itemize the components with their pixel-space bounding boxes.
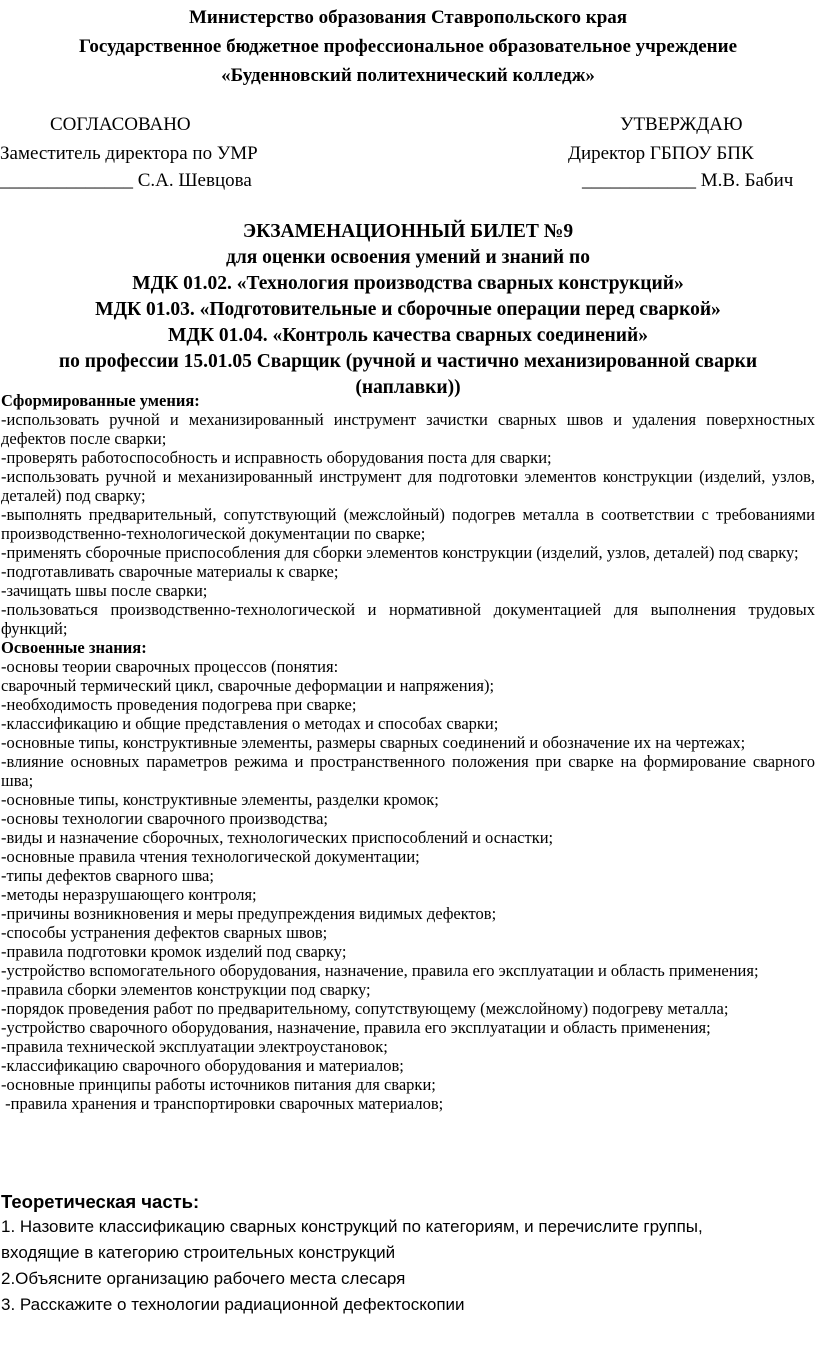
- institution-type-line: Государственное бюджетное профессиональное образовательное учреждение: [78, 36, 738, 57]
- knowledge-item: -виды и назначение сборочных, технологических приспособлений и оснастки;: [1, 828, 554, 847]
- knowledge-item: -правила технической эксплуатации электроустановок;: [1, 1037, 388, 1056]
- knowledge-item: -основные типы, конструктивные элементы, разделки кромок;: [1, 790, 439, 809]
- skill-item: -подготавливать сварочные материалы к сварке;: [1, 562, 339, 581]
- knowledge-item: -основы технологии сварочного производства;: [1, 809, 328, 828]
- ministry-line: Министерство образования Ставропольского края: [188, 7, 628, 28]
- ticket-title-block: [0, 219, 816, 401]
- document-header: [0, 3, 816, 90]
- knowledge-item: -основные правила чтения технологической документации;: [1, 847, 420, 866]
- knowledge-item: -правила сборки элементов конструкции под сварку;: [1, 980, 371, 999]
- skills-heading: Сформированные умения:: [1, 391, 200, 410]
- knowledge-item: -влияние основных параметров режима и пространственного положения при сварке на формирование сварного шва;: [1, 752, 815, 790]
- knowledge-item: -классификацию сварочного оборудования и материалов;: [1, 1056, 404, 1075]
- ticket-title: ЭКЗАМЕНАЦИОННЫЙ БИЛЕТ №9: [242, 221, 574, 242]
- knowledge-item: -основные принципы работы источников питания для сварки;: [1, 1075, 436, 1094]
- knowledge-item: сварочный термический цикл, сварочные деформации и напряжения);: [1, 676, 495, 695]
- agreed-signature: ______________ С.А. Шевцова: [0, 170, 252, 191]
- question-2: 2.Объясните организацию рабочего места слесаря: [1, 1269, 406, 1288]
- approved-signature: ____________ М.В. Бабич: [582, 170, 794, 191]
- question-1-line-1: 1. Назовите классификацию сварных конструкций по категориям, и перечислите группы,: [1, 1217, 703, 1236]
- mdk-line-3: МДК 01.04. «Контроль качества сварных соединений»: [168, 325, 648, 346]
- knowledge-item: -методы неразрушающего контроля;: [1, 885, 257, 904]
- ticket-subtitle: для оценки освоения умений и знаний по: [225, 247, 591, 268]
- skill-item: -зачищать швы после сварки;: [1, 581, 208, 600]
- mdk-line-2: МДК 01.03. «Подготовительные и сборочные операции перед сваркой»: [95, 299, 721, 320]
- skill-item: -применять сборочные приспособления для сборки элементов конструкции (изделий, узлов, деталей) под сварку;: [1, 543, 799, 562]
- profession-line-2: (наплавки)): [355, 377, 461, 398]
- agreed-position: Заместитель директора по УМР: [0, 143, 258, 164]
- knowledge-item: -необходимость проведения подогрева при сварке;: [1, 695, 357, 714]
- theory-heading: Теоретическая часть:: [1, 1191, 200, 1212]
- knowledge-item: -причины возникновения и меры предупреждения видимых дефектов;: [1, 904, 497, 923]
- mdk-line-1: МДК 01.02. «Технология производства сварных конструкций»: [132, 273, 684, 294]
- theory-section: [1, 1190, 815, 1318]
- approved-title: УТВЕРЖДАЮ: [620, 114, 743, 135]
- knowledge-item: -способы устранения дефектов сварных швов;: [1, 923, 328, 942]
- skill-item: -выполнять предварительный, сопутствующий (межслойный) подогрев металла в соответствии с требованиями производственно-технологической документации по сварке;: [1, 505, 815, 543]
- college-name-line: «Буденновский политехнический колледж»: [221, 65, 595, 86]
- knowledge-item: -правила подготовки кромок изделий под сварку;: [1, 942, 347, 961]
- knowledge-heading: Освоенные знания:: [1, 638, 147, 657]
- skill-item: -использовать ручной и механизированный инструмент зачистки сварных швов и удаления поверхностных дефектов после сварки;: [1, 410, 815, 448]
- skill-item: -использовать ручной и механизированный инструмент для подготовки элементов конструкции (изделий, узлов, деталей) под сварку;: [1, 467, 815, 505]
- question-3: 3. Расскажите о технологии радиационной дефектоскопии: [1, 1295, 465, 1314]
- knowledge-item: -типы дефектов сварного шва;: [1, 866, 214, 885]
- knowledge-item: -основы теории сварочных процессов (понятия:: [1, 657, 339, 676]
- profession-line-1: по профессии 15.01.05 Сварщик (ручной и частично механизированной сварки: [58, 351, 758, 372]
- knowledge-item: -классификацию и общие представления о методах и способах сварки;: [1, 714, 499, 733]
- knowledge-item: -порядок проведения работ по предварительному, сопутствующему (межслойному) подогреву металла;: [1, 999, 729, 1018]
- skill-item: -проверять работоспособность и исправность оборудования поста для сварки;: [1, 448, 552, 467]
- knowledge-item: -устройство сварочного оборудования, назначение, правила его эксплуатации и область применения;: [1, 1018, 711, 1037]
- competencies-section: [1, 391, 815, 1113]
- agreed-title: СОГЛАСОВАНО: [50, 114, 191, 135]
- skill-item: -пользоваться производственно-технологической и нормативной документацией для выполнения трудовых функций;: [1, 600, 815, 638]
- approved-position: Директор ГБПОУ БПК: [568, 143, 754, 164]
- question-1-line-2: входящие в категорию строительных конструкций: [1, 1243, 396, 1262]
- knowledge-item: -устройство вспомогательного оборудования, назначение, правила его эксплуатации и область применения;: [1, 961, 759, 980]
- knowledge-item: -основные типы, конструктивные элементы, размеры сварных соединений и обозначение их на чертежах;: [1, 733, 746, 752]
- knowledge-item: -правила хранения и транспортировки сварочных материалов;: [1, 1094, 444, 1113]
